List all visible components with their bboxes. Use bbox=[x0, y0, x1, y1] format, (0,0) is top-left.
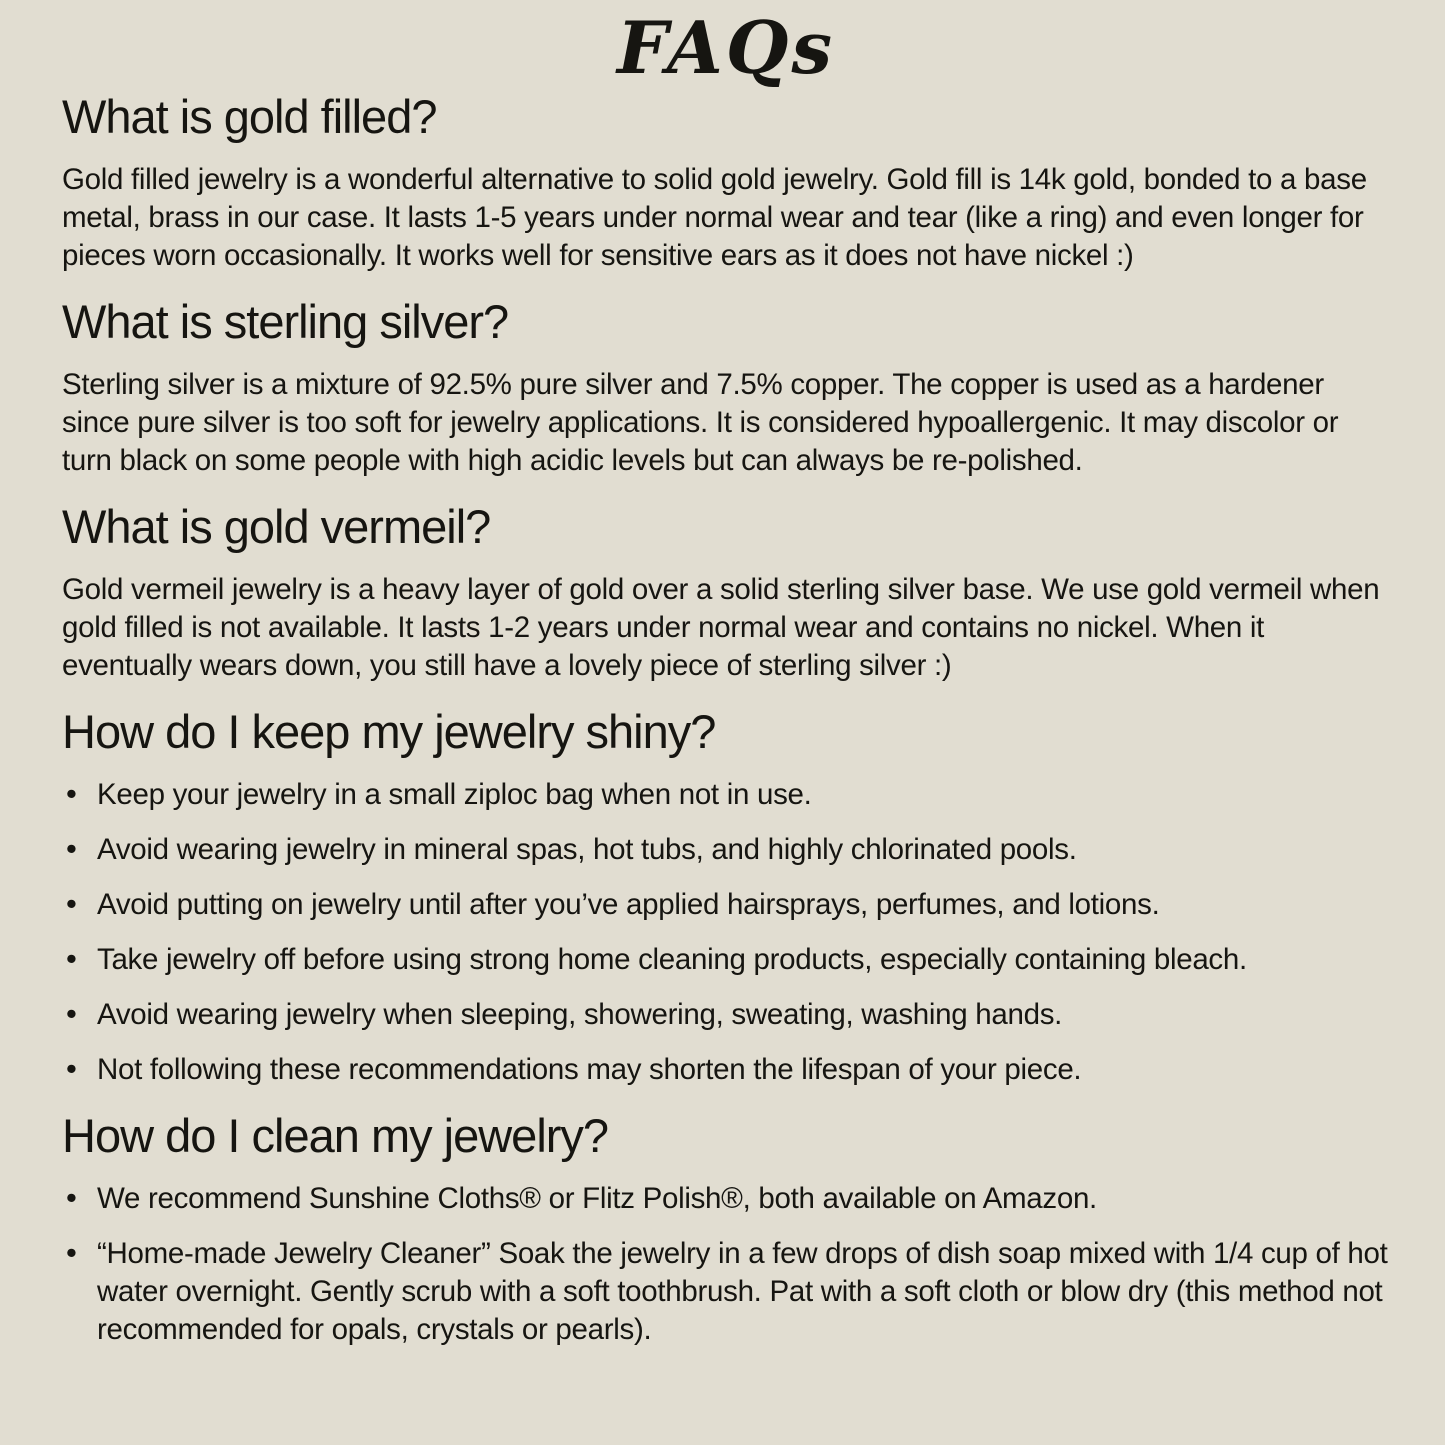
faq-bullet-item: • Avoid wearing jewelry in mineral spas, hot tubs, and highly chlorinated pools. bbox=[62, 831, 1390, 869]
faq-question: What is sterling silver? bbox=[62, 295, 509, 348]
page-title: FAQs bbox=[616, 5, 835, 90]
faq-section-gold-filled bbox=[62, 90, 1390, 275]
faq-bullet-item: • We recommend Sunshine Cloths® or Flitz Polish®, both available on Amazon. bbox=[62, 1180, 1390, 1218]
faq-answer: Gold filled jewelry is a wonderful alternative to solid gold jewelry. Gold fill is 14k gold, bonded to a base metal, brass in our case. It lasts 1-5 years under normal wear and tear (like a ring) and even longer for pieces worn occasionally. It works well for sensitive ears as it does not have nickel :) bbox=[62, 163, 1367, 272]
faq-bullet-list bbox=[62, 1180, 1390, 1349]
faq-answer: Gold vermeil jewelry is a heavy layer of gold over a solid sterling silver base. We use gold vermeil when gold filled is not available. It lasts 1-2 years under normal wear and contains no nickel. When it eventually wears down, you still have a lovely piece of sterling silver :) bbox=[62, 573, 1380, 682]
faq-question: What is gold filled? bbox=[62, 90, 437, 143]
faq-bullet-item: • “Home-made Jewelry Cleaner” Soak the jewelry in a few drops of dish soap mixed with 1/4 cup of hot water overnight. Gently scrub with a soft toothbrush. Pat with a soft cloth or blow dry (this method not recommended for opals, crystals or pearls). bbox=[62, 1235, 1390, 1349]
faq-section-clean-jewelry bbox=[62, 1109, 1390, 1349]
faq-section-gold-vermeil bbox=[62, 500, 1390, 685]
faq-bullet-item: • Take jewelry off before using strong home cleaning products, especially containing bleach. bbox=[62, 941, 1390, 979]
faq-bullet-list bbox=[62, 776, 1390, 1089]
faq-answer: Sterling silver is a mixture of 92.5% pure silver and 7.5% copper. The copper is used as a hardener since pure silver is too soft for jewelry applications. It is considered hypoallergenic. It may discolor or turn black on some people with high acidic levels but can always be re-polished. bbox=[62, 368, 1339, 477]
faq-bullet-item: • Avoid putting on jewelry until after you’ve applied hairsprays, perfumes, and lotions. bbox=[62, 886, 1390, 924]
faq-question: How do I clean my jewelry? bbox=[62, 1109, 609, 1162]
faq-bullet-item: • Not following these recommendations may shorten the lifespan of your piece. bbox=[62, 1051, 1390, 1089]
faq-bullet-item: • Avoid wearing jewelry when sleeping, showering, sweating, washing hands. bbox=[62, 996, 1390, 1034]
faq-bullet-item: • Keep your jewelry in a small ziploc bag when not in use. bbox=[62, 776, 1390, 814]
faq-question: What is gold vermeil? bbox=[62, 500, 491, 553]
faq-question: How do I keep my jewelry shiny? bbox=[62, 705, 716, 758]
faq-section-keep-shiny bbox=[62, 705, 1390, 1089]
faq-section-sterling-silver bbox=[62, 295, 1390, 480]
